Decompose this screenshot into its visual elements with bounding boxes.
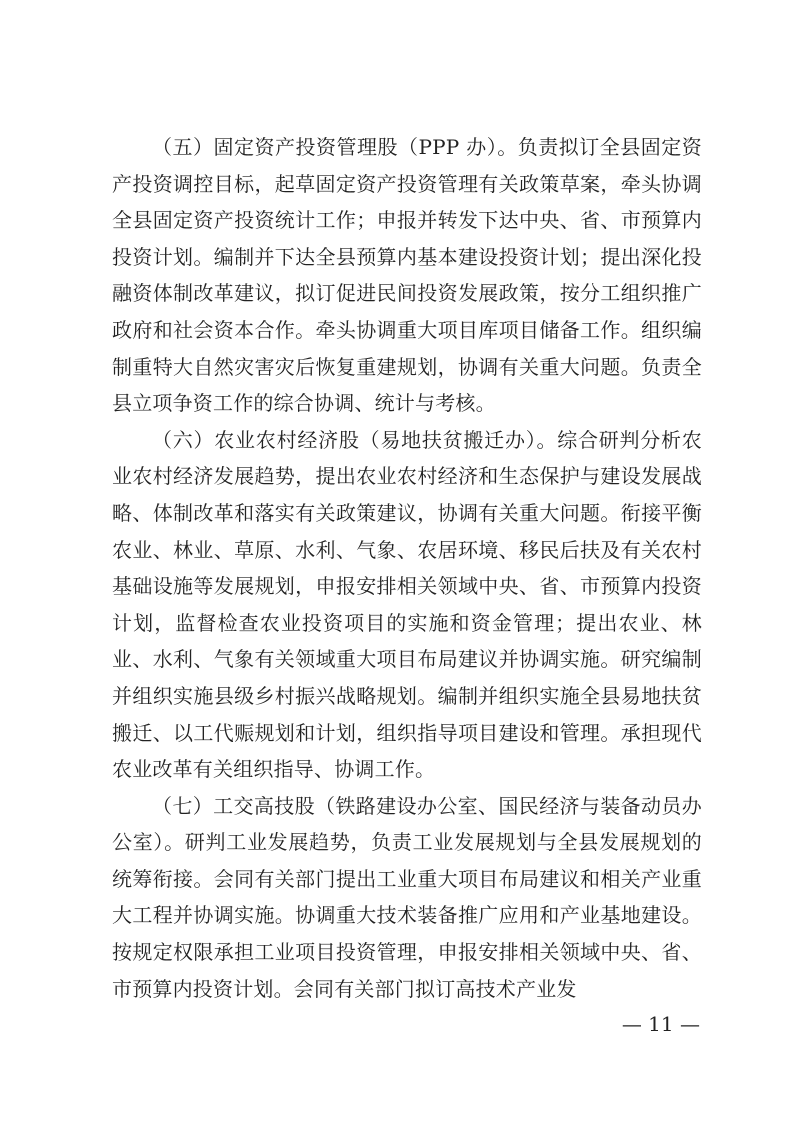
paragraph-section-6: （六）农业农村经济股（易地扶贫搬迁办）。综合研判分析农业农村经济发展趋势，提出农业农村经济和生态保护与建设发展战略、体制改革和落实有关政策建议，协调有关重大问题。衔接平衡农业、林业、草原、水利、气象、农居环境、移民后扶及有关农村基础设施等发展规划，申报安排相关领域中央、省、市预算内投资计划，监督检查农业投资项目的实施和资金管理；提出农业、林业、水利、气象有关领域重大项目布局建议并协调实施。研究编制并组织实施县级乡村振兴战略规划。编制并组织实施全县易地扶贫搬迁、以工代赈规划和计划，组织指导项目建设和管理。承担现代农业改革有关组织指导、协调工作。 [112,427,702,782]
paragraph-section-5: （五）固定资产投资管理股（PPP 办）。负责拟订全县固定资产投资调控目标，起草固定资产投资管理有关政策草案，牵头协调全县固定资产投资统计工作；申报并转发下达中央、省、市预算内投资计划。编制并下达全县预算内基本建设投资计划；提出深化投融资体制改革建议，拟订促进民间投资发展政策，按分工组织推广政府和社会资本合作。牵头协调重大项目库项目储备工作。组织编制重特大自然灾害灾后恢复重建规划，协调有关重大问题。负责全县立项争资工作的综合协调、统计与考核。 [112,135,702,416]
paragraph-section-7: （七）工交高技股（铁路建设办公室、国民经济与装备动员办公室）。研判工业发展趋势，负责工业发展规划与全县发展规划的统筹衔接。会同有关部门提出工业重大项目布局建议和相关产业重大工程并协调实施。协调重大技术装备推广应用和产业基地建设。按规定权限承担工业项目投资管理，申报安排相关领域中央、省、市预算内投资计划。会同有关部门拟订高技术产业发 [112,793,702,1001]
body-text [112,129,702,1007]
page-number: — 11 — [621,1012,700,1036]
